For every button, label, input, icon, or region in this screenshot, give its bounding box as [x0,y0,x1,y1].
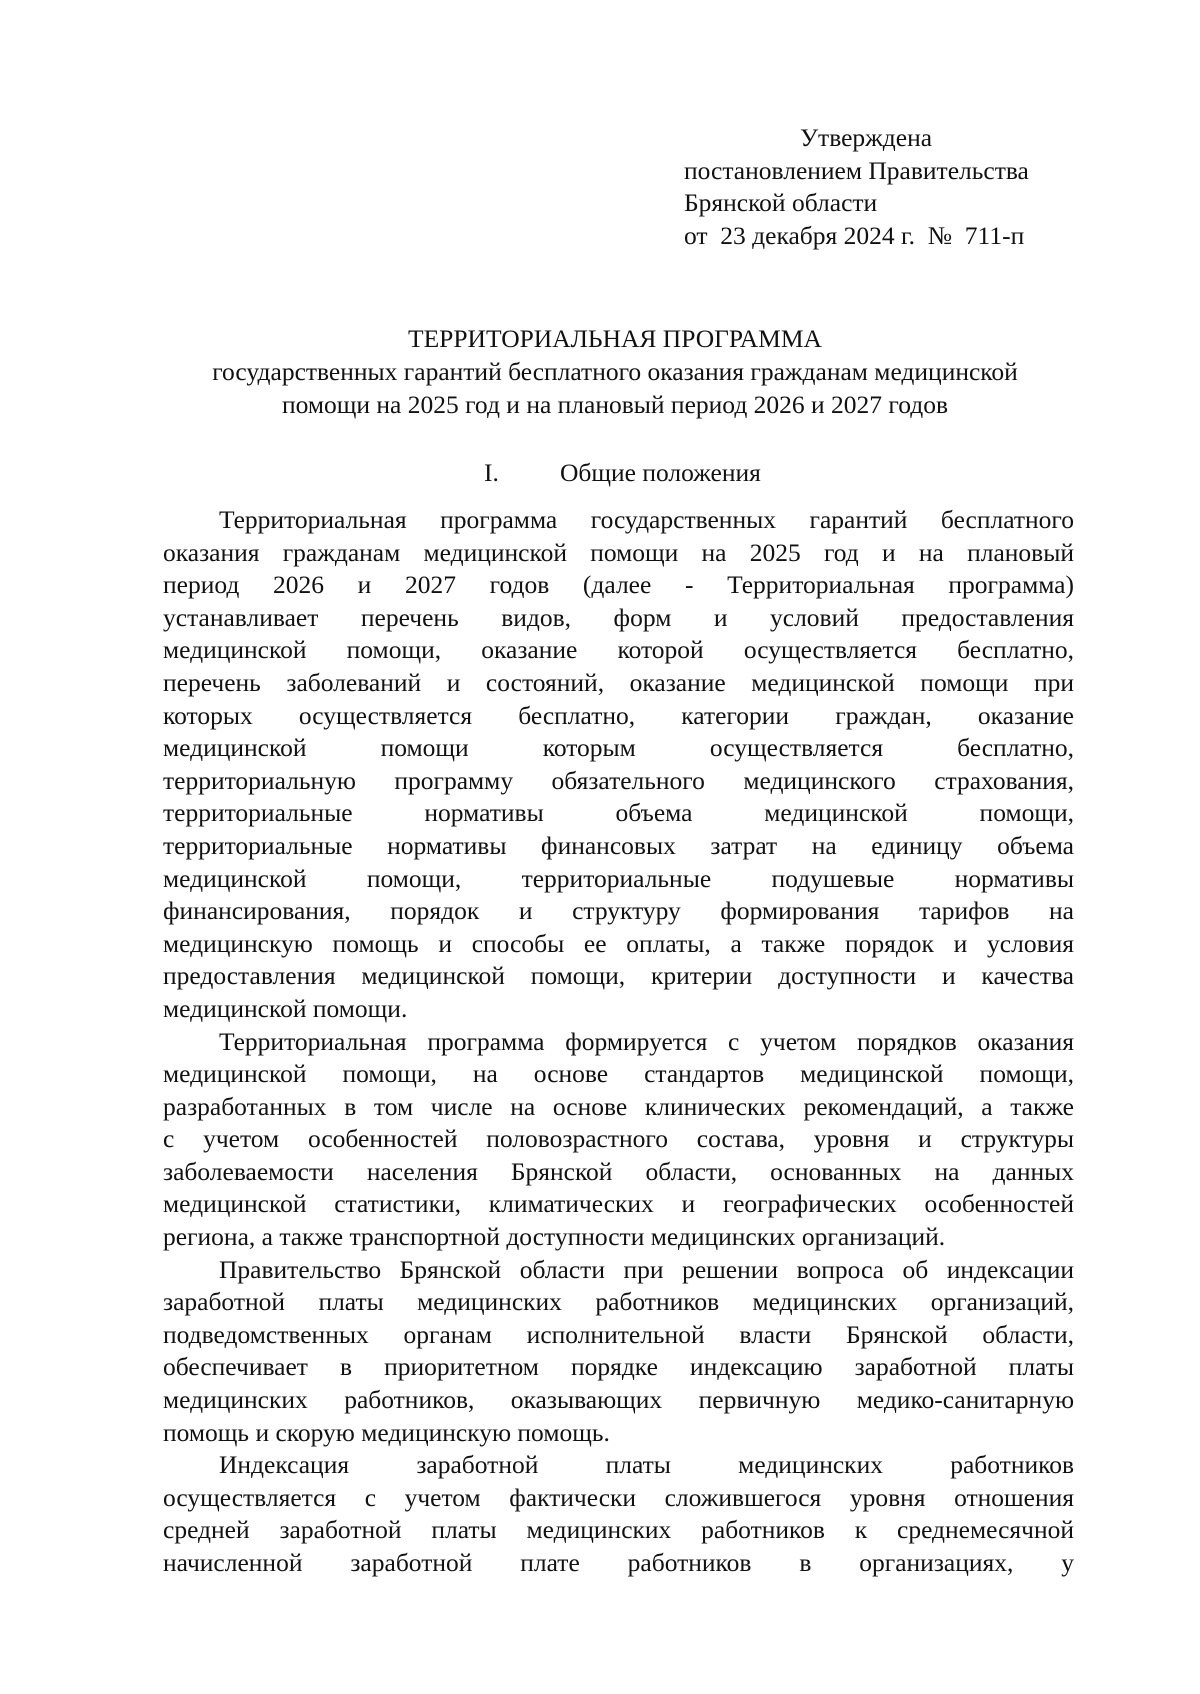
paragraph-line: территориальную программу обязательного медицинского страхования, [163,765,1074,795]
paragraph-line: заболеваемости населения Брянской области, основанных на данных [163,1156,1074,1186]
document-subtitle-line: государственных гарантий бесплатного оказания гражданам медицинской [212,357,1018,386]
paragraph [163,1254,1074,1450]
document-heading: ТЕРРИТОРИАЛЬНАЯ ПРОГРАММА [408,324,822,353]
paragraph-line: осуществляется с учетом фактически сложившегося уровня отношения [163,1482,1074,1512]
paragraph-line: с учетом особенностей половозрастного состава, уровня и структуры [163,1124,1074,1154]
paragraph-line: разработанных в том числе на основе клинических рекомендаций, а также [163,1091,1074,1121]
paragraph-line: территориальные нормативы объема медицинской помощи, [163,798,1074,828]
paragraph [163,504,1074,1026]
paragraph-line: медицинской помощи, территориальные подушевые нормативы [163,863,1074,893]
paragraph-line: медицинской помощи, на основе стандартов медицинской помощи, [163,1059,1074,1089]
paragraph-line: устанавливает перечень видов, форм и условий предоставления [163,602,1074,632]
section-heading [484,456,761,489]
paragraph-line: подведомственных органам исполнительной власти Брянской области, [163,1319,1074,1349]
paragraph-line: предоставления медицинской помощи, критерии доступности и качества [163,961,1074,991]
paragraph-line: медицинской статистики, климатических и географических особенностей [163,1189,1074,1219]
paragraph [163,1026,1074,1254]
paragraph-line: обеспечивает в приоритетном порядке индексацию заработной платы [163,1352,1074,1382]
document-title [155,322,1075,421]
paragraph-line: Индексация заработной платы медицинских работников [219,1450,1074,1480]
approval-line: Утверждена [800,123,933,152]
paragraph-line: период 2026 и 2027 годов (далее - Территориальная программа) [163,570,1074,600]
paragraph-line: оказания гражданам медицинской помощи на 2025 год и на плановый [163,537,1074,567]
document-subtitle-line: помощи на 2025 год и на плановый период 2026 и 2027 годов [281,390,949,419]
approval-line: Брянской области [684,188,878,217]
approval-line: постановлением Правительства [684,155,1029,185]
paragraph-line: медицинской помощи которым осуществляется бесплатно, [163,733,1074,763]
paragraph-line: медицинской помощи, оказание которой осуществляется бесплатно, [163,635,1074,665]
document-body [163,504,1074,1580]
paragraph-line: медицинскую помощь и способы ее оплаты, а также порядок и условия [163,928,1074,958]
paragraph-line: территориальные нормативы финансовых затрат на единицу объема [163,830,1074,860]
paragraph-line: помощь и скорую медицинскую помощь. [163,1417,610,1447]
paragraph-line: медицинской помощи. [163,993,408,1023]
paragraph-line: перечень заболеваний и состояний, оказание медицинской помощи при [163,667,1074,697]
paragraph-line: региона, а также транспортной доступности медицинских организаций. [163,1222,946,1252]
paragraph [163,1449,1074,1579]
section-title: Общие положения [560,458,761,487]
paragraph-line: заработной платы медицинских работников медицинских организаций, [163,1287,1074,1317]
paragraph-line: финансирования, порядок и структуру формирования тарифов на [163,896,1074,926]
paragraph-line: Территориальная программа государственных гарантий бесплатного [219,505,1074,534]
paragraph-line: начисленной заработной плате работников в организациях, у [163,1548,1074,1577]
paragraph-line: средней заработной платы медицинских работников к среднемесячной [163,1515,1074,1545]
approval-date-number: от 23 декабря 2024 г. № 711-п [684,220,1025,250]
paragraph-line: которых осуществляется бесплатно, категории граждан, оказание [163,700,1074,730]
paragraph-line: медицинских работников, оказывающих первичную медико-санитарную [163,1385,1074,1415]
approval-stamp [684,122,1029,252]
section-number: I. [484,458,499,487]
paragraph-line: Правительство Брянской области при решении вопроса об индексации [219,1254,1074,1284]
paragraph-line: Территориальная программа формируется с учетом порядков оказания [219,1026,1074,1056]
